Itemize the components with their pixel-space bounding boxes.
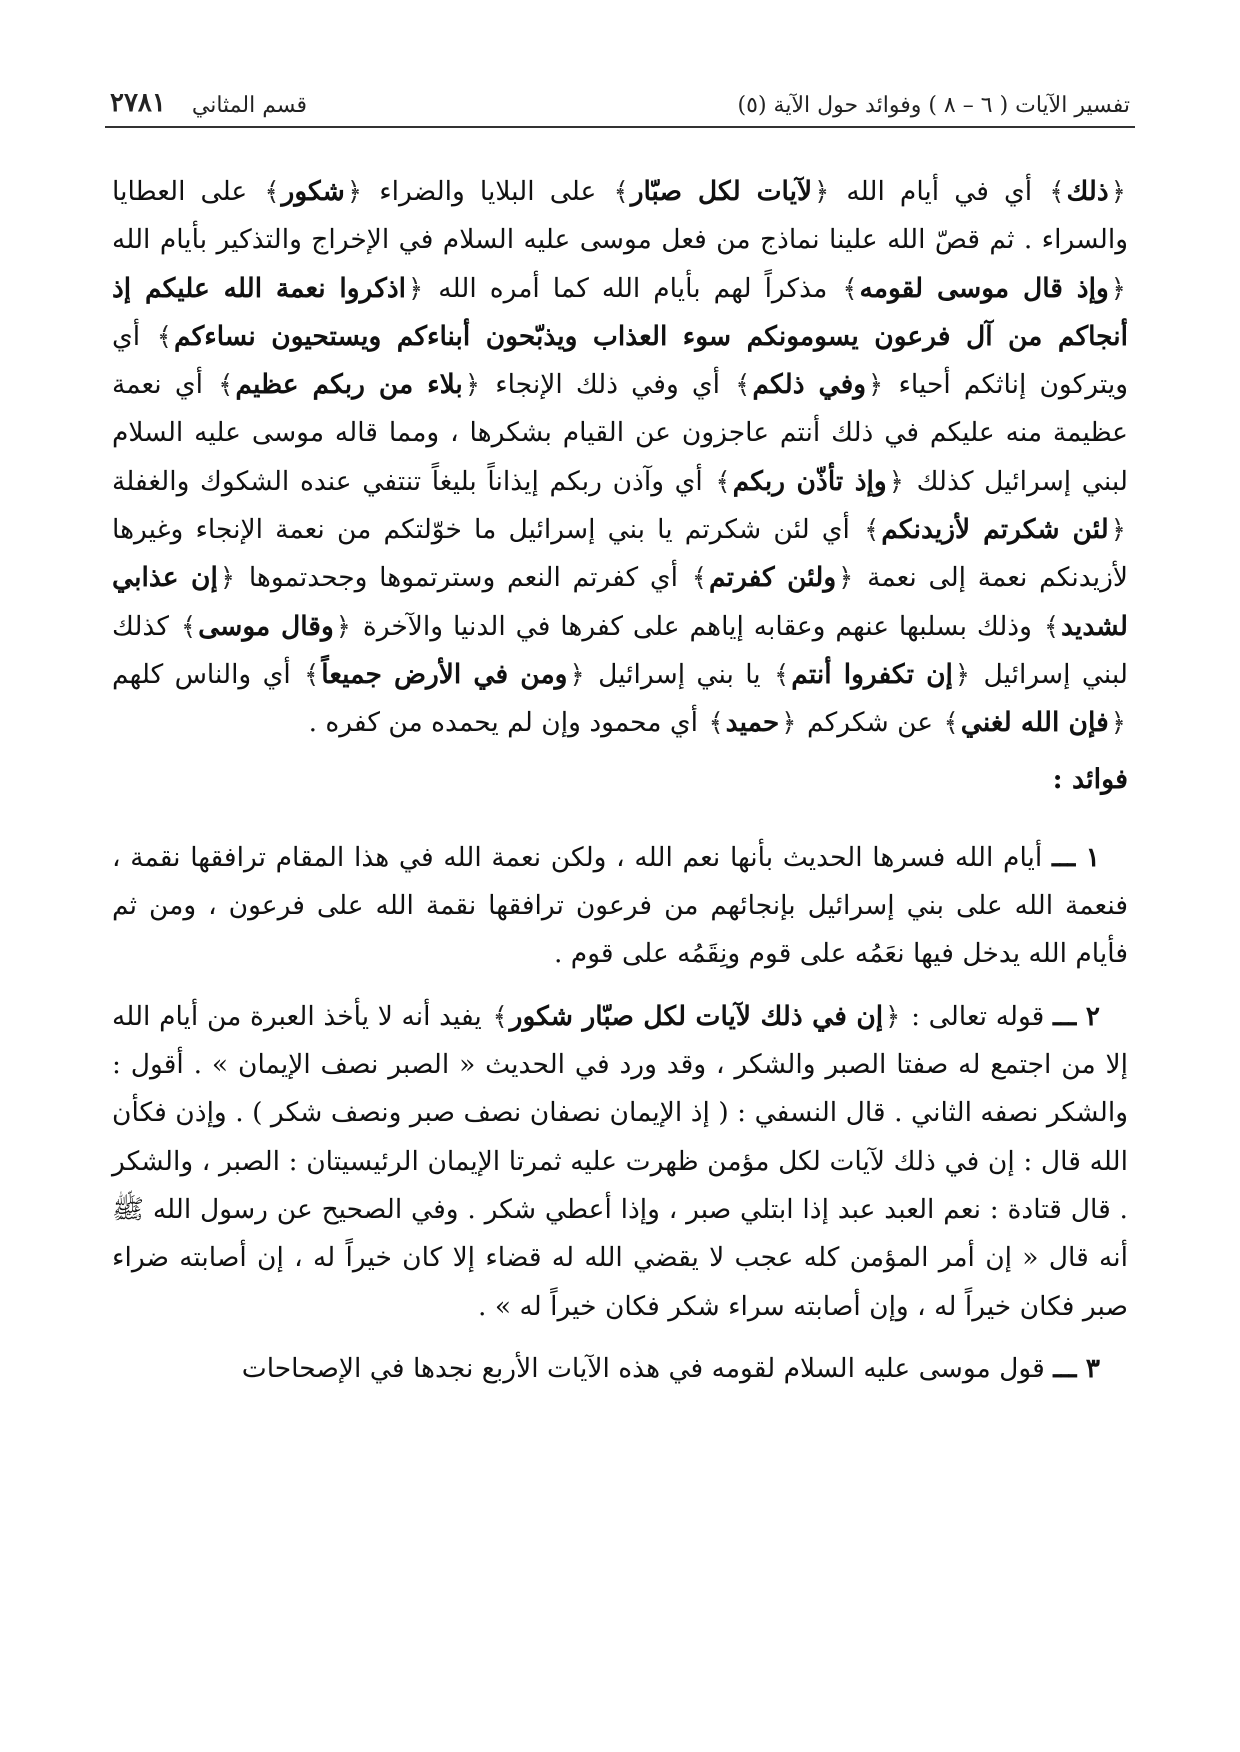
quran-bracket-open: ﴿ bbox=[1110, 177, 1126, 207]
commentary-text: أي محمود وإن لم يحمده من كفره . bbox=[308, 707, 698, 739]
quran-bracket-close: ﴾ bbox=[264, 177, 280, 207]
running-header bbox=[110, 78, 1130, 118]
quran-bracket-open: ﴿ bbox=[781, 708, 797, 739]
benefit-number: ٢ ـــ bbox=[1052, 1000, 1100, 1032]
quran-text: إن عذابي لشديد bbox=[112, 562, 1128, 642]
quran-text: ذلك bbox=[1066, 176, 1109, 207]
quran-text: حميد bbox=[725, 707, 780, 739]
quran-bracket-open: ﴿ bbox=[814, 177, 830, 207]
quran-bracket-open: ﴿ bbox=[408, 273, 424, 304]
quran-bracket-open: ﴿ bbox=[464, 370, 481, 401]
commentary-text: أي لئن شكرتم يا بني إسرائيل ما خوّلتكم من نعمة الإنجاء وغيرها لأزيدنكم نعمة إلى نعمة bbox=[112, 514, 1128, 594]
quran-bracket-close: ﴾ bbox=[492, 1001, 508, 1032]
quran-bracket-open: ﴿ bbox=[954, 659, 971, 690]
benefit-paragraph bbox=[112, 993, 1128, 1331]
commentary-text: وذلك بسلبها عنهم وعقابه إياهم على كفرها في الدنيا والآخرة bbox=[362, 610, 1032, 642]
quran-bracket-close: ﴾ bbox=[218, 370, 234, 401]
quran-bracket-close: ﴾ bbox=[1049, 177, 1065, 207]
quran-text: وفي ذلكم bbox=[752, 369, 867, 401]
benefit-number: ١ ـــ bbox=[1051, 841, 1100, 873]
quran-bracket-open: ﴿ bbox=[888, 466, 904, 497]
quran-bracket-close: ﴾ bbox=[774, 659, 790, 690]
quran-bracket-close: ﴾ bbox=[708, 708, 724, 739]
quran-bracket-close: ﴾ bbox=[715, 466, 731, 497]
commentary-text: أي كفرتم النعم وسترتموها وجحدتموها bbox=[248, 562, 678, 594]
commentary-text: قول موسى عليه السلام لقومه في هذه الآيات الأربع نجدها في الإصحاحات bbox=[241, 1352, 1045, 1384]
header-left-group bbox=[110, 88, 307, 118]
tafsir-paragraph bbox=[112, 168, 1128, 748]
quran-bracket-close: ﴾ bbox=[943, 708, 959, 739]
commentary-text: كذلك لبني إسرائيل bbox=[112, 610, 1128, 690]
commentary-text: قوله تعالى : bbox=[911, 1000, 1045, 1032]
benefit-paragraph bbox=[112, 1345, 1128, 1393]
commentary-text: مذكراً لهم بأيام الله كما أمره الله bbox=[438, 272, 828, 304]
benefit-number: ٣ ـــ bbox=[1053, 1352, 1100, 1384]
quran-text: فإن الله لغني bbox=[960, 707, 1109, 739]
benefit-paragraph bbox=[112, 834, 1128, 979]
quran-text: شكور bbox=[281, 176, 345, 207]
quran-bracket-close: ﴾ bbox=[156, 321, 172, 352]
quran-bracket-close: ﴾ bbox=[735, 370, 751, 401]
benefits-title: فوائد : bbox=[1052, 763, 1128, 795]
quran-bracket-close: ﴾ bbox=[691, 563, 707, 594]
quran-text: لئن شكرتم لأزيدنكم bbox=[881, 514, 1109, 546]
quran-bracket-open: ﴿ bbox=[868, 370, 884, 401]
quran-text: إن في ذلك لآيات لكل صبّار شكور bbox=[509, 1000, 884, 1032]
commentary-text: يا بني إسرائيل bbox=[598, 658, 761, 690]
commentary-text: أي وآذن ربكم إيذاناً بليغاً تنتفي عنده الشكوك والغفلة bbox=[112, 465, 703, 497]
commentary-text: أيام الله فسرها الحديث بأنها نعم الله ، ولكن نعمة الله في هذا المقام ترافقها نقمة ، فنعمة الله على بني إسرائيل بإنجائهم من فرعون ترافقها نقمة الله على فرعون ، ومن ثم فأيام الله يدخل فيها نعَمُه على قوم ونِقَمُه على قوم . bbox=[112, 841, 1128, 970]
quran-text: إن تكفروا أنتم bbox=[791, 658, 953, 690]
page-number: ٢٧٨١ bbox=[110, 88, 166, 118]
commentary-text: أي في أيام الله bbox=[846, 176, 1033, 207]
quran-text: وإذ قال موسى لقومه bbox=[859, 272, 1109, 304]
quran-bracket-close: ﴾ bbox=[304, 659, 320, 690]
quran-text: وقال موسى bbox=[198, 610, 334, 642]
commentary-text: أي والناس كلهم bbox=[112, 658, 291, 690]
quran-bracket-open: ﴿ bbox=[1110, 515, 1126, 546]
quran-text: وإذ تأذّن ربكم bbox=[732, 465, 887, 497]
commentary-text: على العطايا والسراء . ثم قصّ الله علينا نماذج من فعل موسى عليه السلام في الإخراج والتذكير بأيام الله bbox=[112, 176, 1128, 256]
quran-bracket-close: ﴾ bbox=[1043, 611, 1060, 642]
quran-text: ولئن كفرتم bbox=[708, 562, 837, 594]
quran-bracket-open: ﴿ bbox=[885, 1001, 901, 1032]
quran-bracket-close: ﴾ bbox=[864, 515, 880, 546]
commentary-text: أي وفي ذلك الإنجاء bbox=[495, 369, 720, 401]
header-title: تفسير الآيات ( ٦ – ٨ ) وفوائد حول الآية (٥) bbox=[737, 93, 1130, 118]
page-body bbox=[112, 168, 1128, 1407]
benefits-list bbox=[112, 834, 1128, 1393]
header-rule bbox=[105, 126, 1135, 128]
quran-bracket-open: ﴿ bbox=[569, 659, 585, 690]
quran-bracket-open: ﴿ bbox=[1110, 273, 1126, 304]
quran-bracket-open: ﴿ bbox=[346, 177, 363, 207]
commentary-text: على البلايا والضراء bbox=[379, 176, 597, 207]
quran-text: اذكروا نعمة الله عليكم إذ أنجاكم من آل فرعون يسومونكم سوء العذاب ويذبّحون أبناءكم ويستحيون نساءكم bbox=[112, 272, 1128, 352]
commentary-text: يفيد أنه لا يأخذ العبرة من أيام الله إلا من اجتمع له صفتا الصبر والشكر ، وقد ورد في الحديث « الصبر نصف الإيمان » . أقول : والشكر نصفه الثاني . قال النسفي : ( إذ الإيمان نصفان نصف صبر ونصف شكر ) . وإذن فكأن الله قال : إن في ذلك لآيات لكل مؤمن ظهرت عليه ثمرتا الإيمان الرئيسيتان : الصبر ، والشكر . قال قتادة : نعم العبد عبد إذا ابتلي صبر ، وإذا أعطي شكر . وفي الصحيح عن رسول الله ﷺ أنه قال « إن أمر المؤمن كله عجب لا يقضي الله له قضاء إلا كان خيراً له ، إن أصابته ضراء صبر فكان خيراً له ، وإن أصابته سراء شكر فكان خيراً له » . bbox=[112, 1000, 1128, 1322]
header-section: قسم المثاني bbox=[191, 93, 307, 118]
quran-bracket-open: ﴿ bbox=[219, 563, 236, 594]
quran-bracket-open: ﴿ bbox=[335, 611, 351, 642]
quran-text: لآيات لكل صبّار bbox=[630, 176, 813, 207]
quran-bracket-open: ﴿ bbox=[838, 563, 854, 594]
commentary-text: أي نعمة عظيمة منه عليكم في ذلك أنتم عاجزون عن القيام بشكرها ، ومما قاله موسى عليه السلام لبني إسرائيل كذلك bbox=[112, 369, 1128, 497]
quran-bracket-close: ﴾ bbox=[180, 611, 197, 642]
quran-text: بلاء من ربكم عظيم bbox=[235, 369, 463, 401]
quran-text: ومن في الأرض جميعاً bbox=[321, 658, 568, 690]
commentary-text: عن شكركم bbox=[806, 707, 934, 739]
commentary-text: أي ويتركون إناثكم أحياء bbox=[112, 320, 1129, 401]
quran-bracket-open: ﴿ bbox=[1110, 708, 1126, 739]
quran-bracket-close: ﴾ bbox=[842, 273, 858, 304]
quran-bracket-close: ﴾ bbox=[613, 177, 629, 207]
